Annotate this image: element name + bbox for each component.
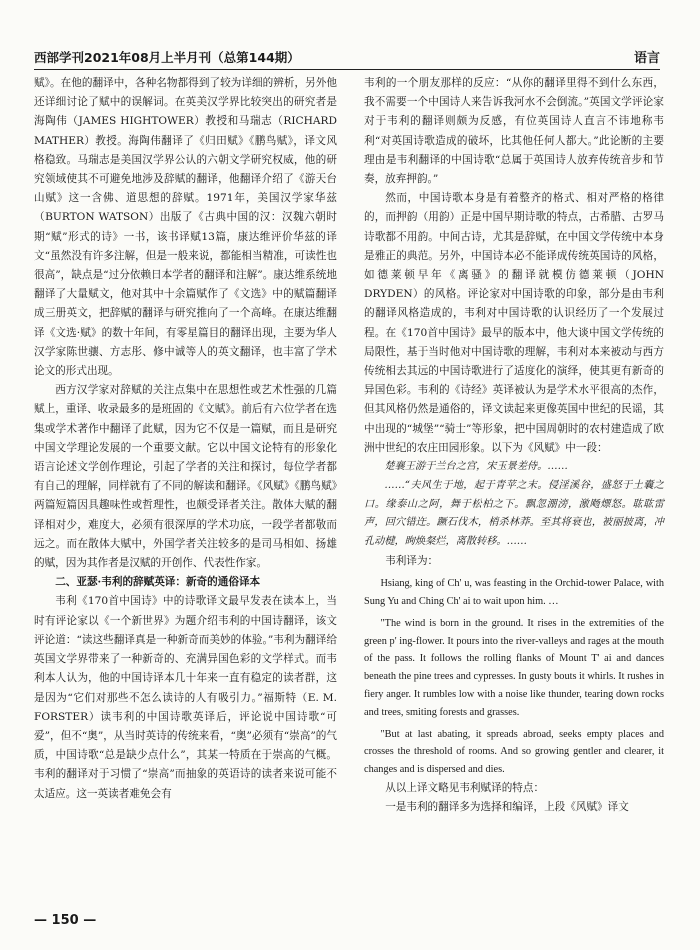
page-number: — 150 — [34,913,97,928]
english-translation: "But at last abating, it spreads abroad, seeks empty places and crosses the threshold of rooms. And so growing gentler and clearer, it changes and is dispersed and dies. [364,728,664,776]
paragraph: 韦利译为： [385,555,439,568]
paragraph: 从以上译文略见韦利赋译的特点： [385,782,545,795]
paragraph: 韦利《170首中国诗》中的诗歌译文最早发表在读本上，当时有评论家以《一个新世界》为题介绍韦利的中国诗翻译，该文评论道：“读这些翻译真是一种新奇而美妙的体验。”韦利为翻译给英国文学界带来了一种新奇的、充满异国色彩的文学样式。而韦利本人认为，他的中国诗译本几十年来一直有稳定的读者群，这是因为“它们对那些不怎么读诗的人有吸引力。”福斯特（E. M. FORSTER）读韦利的中国诗歌英译后，评论说中国诗歌“可爱”，但不“奥”，从当时英诗的传统来看，“奥”必须有“崇高”的气质，中国诗歌“总是缺少点什么”，其某一特质在于崇高的气概。韦利的翻译对于习惯了“崇高”而抽象的英语诗的读者来说可能不太适应。这一英读者难免会有 [34,595,337,800]
journal-title: 西部学刊2021年08月上半月刊（总第144期） [34,50,300,65]
section-heading: 二、亚瑟·韦利的辞赋英译：新奇的通俗译本 [55,576,261,589]
english-translation: Hsiang, king of Ch' u, was feasting in the Orchid-tower Palace, with Sung Yu and Ching Ch' ai to wait upon him. … [364,578,664,608]
paragraph: 然而，中国诗歌本身是有着整齐的格式、相对严格的格律的，而押韵（用韵）正是中国早期诗歌的特点，古希腊、古罗马诗歌都不用韵。中间古诗，尤其是辞赋，在中国文学传统中本身是雅正的典范。另外，中国诗本必不能译成传统英国诗的风格，如德莱顿早年《离骚》的翻译就模仿德莱顿（JOHN DRYDEN）的风格。评论家对中国诗歌的印象，部分是由韦利的翻译风格造成的，韦利对中国诗歌的认识经历了一个发展过程。在《170首中国诗》最早的版本中，他大谈中国文学传统的局限性，基于当时他对中国诗歌的理解，韦利对本来被动与西方传统相去其远的中国诗歌进行了适度化的演绎，使其更有新奇的异国色彩。韦利的《诗经》英译被认为是学术水平很高的杰作，但其风格仍然是通俗的，译文读起来更像英国中世纪的民谣，其中出现的“城堡”“骑士”等形象，把中国周朝时的农村建造成了欧洲中世纪的农庄田园形象。以下为《风赋》中一段： [364,192,664,454]
paragraph: 西方汉学家对辞赋的关注点集中在思想性或艺术性强的几篇赋上，重译、收录最多的是班固的《文赋》。前后有六位学者在选集或学术著作中翻译了此赋，因为它不仅是一篇赋，而且是研究中国文学理论发展的一个重要文献。它以中国文论特有的形象化语言论述文学创作理论，引起了学者的关注和探讨，每位学者都有自己的理解，同样就有了不同的解读和翻译。《风赋》《鹏鸟赋》两篇短篇因具趣味性或哲理性，也颇受译者关注。散体大赋的翻译相对少，难度大，必须有很深厚的学术功底，一段学者都敬而远之。而在散体大赋中，外国学者关注较多的是司马相如、扬雄的赋，因为其作者是汉赋的开创作、代表性作家。 [34,384,337,570]
running-header [34,38,660,70]
section-label: 语言 [633,51,660,66]
chinese-quote: 楚襄王游于兰台之宫，宋玉景差侍。…… [384,461,568,473]
right-column [364,74,664,817]
paragraph: 韦利的一个朋友那样的反应：“从你的翻译里得不到什么东西，我不需要一个中国诗人来告诉我河水不会倒流。”英国文学评论家对于韦利的翻译则颇为反感，有位英国诗人直言不讳地称韦利“对英国诗歌造成的破坏，比其他任何人都大。”此论断的主要理由是韦利翻译的中国诗歌“总属于英国诗人放弃传统音步和节奏，放弃押韵。” [364,77,664,186]
english-translation: "The wind is born in the ground. It rises in the extremities of the green p' ing-flower. It pours into the river-valleys and rages at the mouth of the pass. It follows the rolling flanks of Mount T' ai and dances beneath the pine trees and cypresses. In gusty bouts it whirls. It rushes in fiery anger. It rumbles low with a noise like thunder, tearing down rocks and trees, smiting forests and grasses. [364,617,664,718]
paragraph: 赋》。在他的翻译中，各种名物都得到了较为详细的辨析，另外他还详细讨论了赋中的误解词。在英美汉学界比较突出的研究者是海陶伟（JAMES HIGHTOWER）教授和马瑞志（RICHARD MATHER）教授。海陶伟翻译了《归田赋》《鹏鸟赋》，译文风格稳致。马瑞志是美国汉学界公认的六朝文学研究权威，他的研究领域使其不可避免地涉及辞赋的翻译，他翻译介绍了《游天台山赋》这一含佛、道思想的辞赋。1971年，美国汉学家华兹（BURTON WATSON）出版了《古典中国的汉：汉魏六朝时期“赋”形式的诗》一书，该书译赋13篇，康达维评价华兹的译文“虽然没有许多注解，但是一般来说，都能相当精准，可读性也很高”，缺点是“过分依赖日本学者的翻译和注解”。康达维系统地翻译了大量赋文，他对其中十余篇赋作了《文选》中的赋篇翻译成三册英文，把辞赋的翻译与研究推向了一个高峰。在康达维翻译《文选·赋》的数十年间，有零星篇目的翻译出现，主要为华人汉学家陈世骧、方志彤、修中诚等人的英文翻译，也丰富了学术论文的形式出现。 [34,77,337,378]
chinese-quote: ……“夫风生于地，起于青苹之末。侵淫溪谷，盛怒于土囊之口。缘泰山之阿，舞于松柏之下。飘忽淜滂，激飏熛怒。耾耾雷声，回穴错迕。蹶石伐木，梢杀林莽。至其将衰也，被丽披离，冲孔动楗，眴焕粲烂，离散转移。…… [364,479,664,548]
paragraph: 一是韦利的翻译多为选择和编译，上段《风赋》译文 [385,801,629,814]
left-column [34,74,337,804]
